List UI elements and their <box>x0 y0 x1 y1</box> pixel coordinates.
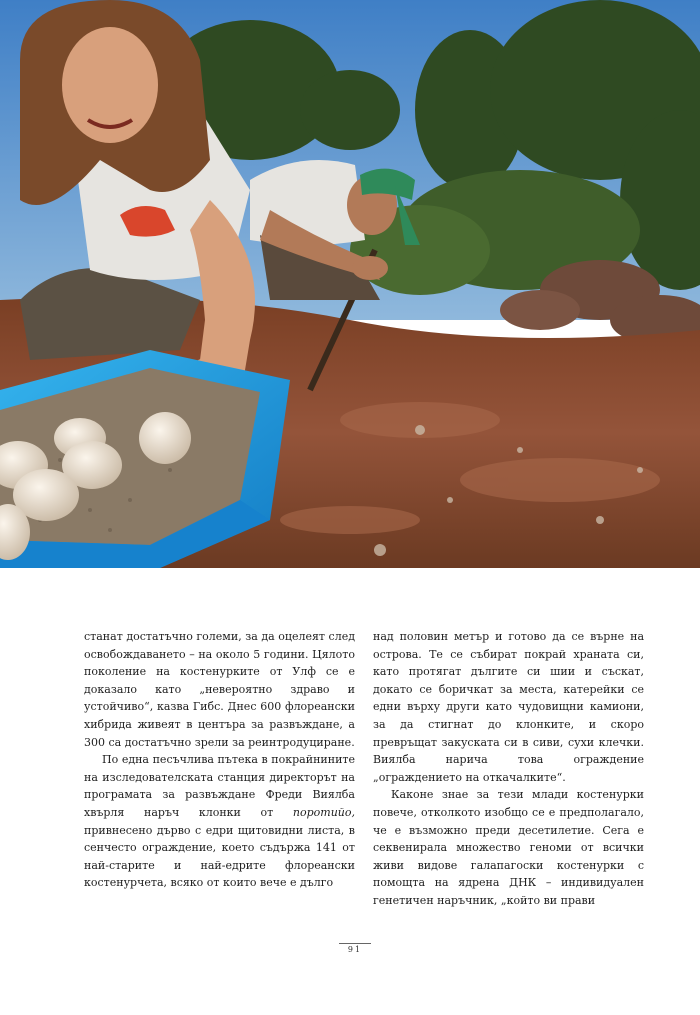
page-number: 91 <box>347 945 363 954</box>
left-column <box>84 628 355 892</box>
left-paragraph-2 <box>84 751 355 892</box>
right-paragraph-2: Каконе знае за тези млади костенурки повече, отколкото изобщо се е предполагало, че е възможно преди десетилетие. Сега е секвенирала множество геноми от всички живи видове галапагоски костенурки с помощта на ядрена ДНК – индивидуален генетичен наръчник, „който ви прави <box>373 788 644 907</box>
right-column <box>373 628 644 910</box>
plant-name: поротийо, <box>292 805 355 819</box>
page-number-rule <box>339 943 371 944</box>
left-paragraph-2-start: По една песъчлива пътека в покрайнините на изследователската станция директорът на програмата за развъждане Фреди Виялба хвърля наръч клонки от <box>84 753 355 819</box>
right-paragraph-1: над половин метър и готово да се върне на острова. Те се събират покрай храната си, като протягат дългите си шии и съскат, докато се боричкат за места, катерейки се едни върху други като чудовищни камиони, за да стигнат до клонките, и скоро превръщат закуската си в сиви, сухи клечки. Виялба нарича това ограждение „ограждението на откачалките“. <box>373 630 644 784</box>
left-paragraph-2-end: привнесено дърво с едри щитовидни листа, в сенчесто ограждение, което съдържа 141 от най-старите и най-едрите флореански костенурчета, всяко от които вече е дълго <box>84 823 355 890</box>
left-paragraph-1: станат достатъчно големи, за да оцелеят след освобождаването – на около 5 години. Цялото поколение на костенурките от Улф се е доказало като „невероятно здраво и устойчиво“, казва Гибс. Днес 600 флореански хибрида живеят в центъра за развъждане, а 300 са достатъчно зрели за реинтродуциране. <box>84 630 355 749</box>
